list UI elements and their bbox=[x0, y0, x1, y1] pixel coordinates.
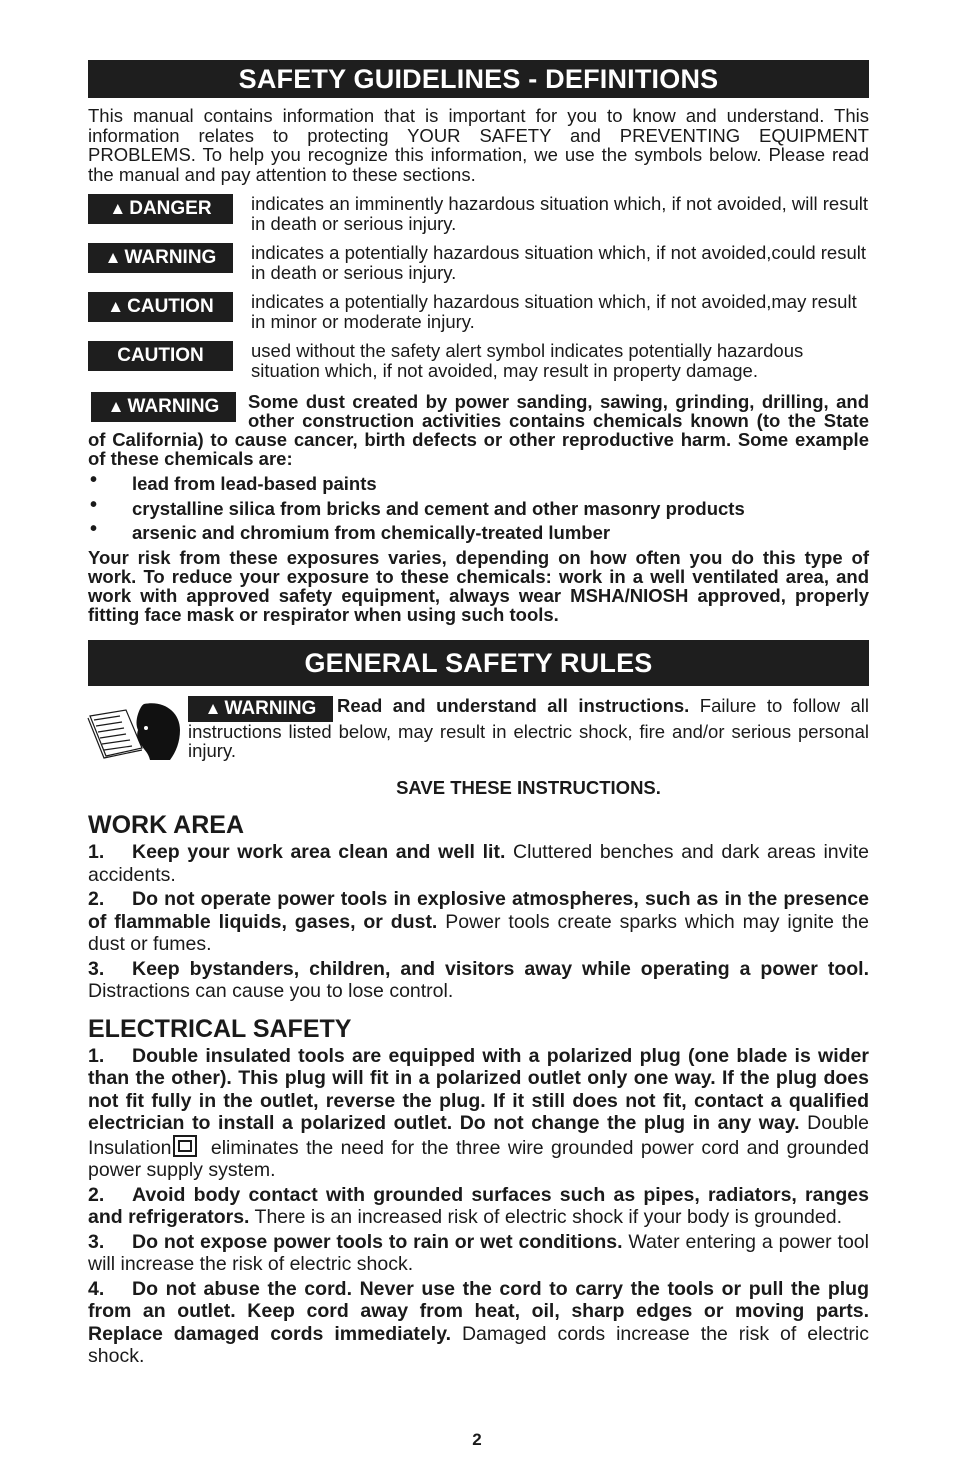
rule-number: 1. bbox=[88, 841, 105, 864]
badge-label: CAUTION bbox=[127, 296, 214, 317]
rule-number: 2. bbox=[88, 1183, 105, 1206]
manual-page bbox=[88, 60, 869, 1370]
read-instructions-text bbox=[188, 696, 869, 760]
definition-danger bbox=[88, 194, 869, 233]
rule-number: 3. bbox=[88, 1230, 105, 1253]
read-instructions-body: Failure to follow all instructions listed below, may result in electric shock, fire and/or serious personal injury. bbox=[188, 695, 869, 762]
list-item: • lead from lead-based paints bbox=[88, 472, 869, 497]
read-manual-icon bbox=[86, 702, 182, 762]
safety-guidelines-banner: SAFETY GUIDELINES - DEFINITIONS bbox=[88, 60, 869, 98]
rule-text: Water entering a power tool will increase the risk of electric shock. bbox=[88, 1230, 869, 1276]
list-item: • arsenic and chromium from chemically-treated lumber bbox=[88, 521, 869, 546]
dust-warning bbox=[88, 392, 869, 468]
read-instructions-warning bbox=[88, 696, 869, 776]
rule-number: 3. bbox=[88, 957, 105, 980]
rule-bold: Do not abuse the cord. Never use the cord to carry the tools or pull the plug from an outlet. Keep cord away from heat, oil, sharp edges or moving parts. Replace damaged cords immediately. bbox=[88, 1277, 869, 1345]
risk-paragraph: Your risk from these exposures varies, depending on how often you do this type of work. To reduce your exposure to these chemicals: work in a well ventilated area, and work with approved safety equipment, always wear MSHA/NIOSH approved, properly fitting face mask or respirator when using such tools. bbox=[88, 546, 869, 626]
rule-text: Distractions can cause you to lose control. bbox=[88, 980, 454, 1003]
rule-bold: Double insulated tools are equipped with a polarized plug (one blade is wider than the other). This plug will fit in a polarized outlet only one way. If the plug does not fit fully in the outlet, reverse the plug. If it still does not fit, contact a qualified electrician to install a polarized outlet. Do not change the plug in any way. bbox=[88, 1044, 869, 1135]
danger-badge bbox=[88, 194, 233, 224]
warning-badge bbox=[88, 243, 233, 273]
badge-label: WARNING bbox=[124, 247, 217, 268]
definition-text: indicates a potentially hazardous situation which, if not avoided,may result in minor or moderate injury. bbox=[251, 291, 857, 332]
rule-number: 4. bbox=[88, 1277, 105, 1300]
rule-bold: Avoid body contact with grounded surfaces such as pipes, radiators, ranges and refrigerators. bbox=[88, 1183, 869, 1229]
read-instructions-bold: Read and understand all instructions. bbox=[337, 695, 690, 717]
rule-bold: Keep your work area clean and well lit. bbox=[132, 841, 506, 864]
rule-bold: Do not expose power tools to rain or wet conditions. bbox=[132, 1230, 623, 1253]
caution-badge bbox=[88, 292, 233, 322]
badge-label: WARNING bbox=[127, 396, 220, 417]
alert-triangle-icon: ▲ bbox=[107, 397, 125, 416]
alert-triangle-icon: ▲ bbox=[109, 199, 127, 218]
badge-label: WARNING bbox=[224, 698, 317, 720]
definition-caution-alert bbox=[88, 292, 869, 331]
rule-text: Cluttered benches and dark areas invite accidents. bbox=[88, 841, 869, 886]
electrical-rule-2 bbox=[88, 1184, 869, 1229]
chemical-list bbox=[88, 472, 869, 546]
warning-badge bbox=[188, 696, 333, 722]
page-number: 2 bbox=[472, 1430, 482, 1449]
work-area-heading: WORK AREA bbox=[88, 811, 245, 840]
list-item: • crystalline silica from bricks and cement and other masonry products bbox=[88, 497, 869, 522]
general-safety-banner: GENERAL SAFETY RULES bbox=[88, 640, 869, 686]
double-insulation-icon bbox=[173, 1135, 197, 1157]
rule-text: Double Insulation bbox=[88, 1112, 869, 1159]
definition-caution-plain bbox=[88, 341, 869, 380]
electrical-safety-heading: ELECTRICAL SAFETY bbox=[88, 1014, 352, 1043]
definition-warning bbox=[88, 243, 869, 282]
rule-number: 2. bbox=[88, 888, 105, 911]
electrical-rule-3 bbox=[88, 1231, 869, 1276]
rule-number: 1. bbox=[88, 1044, 105, 1067]
rule-text: Power tools create sparks which may ignite the dust or fumes. bbox=[88, 910, 869, 956]
rule-bold: Keep bystanders, children, and visitors away while operating a power tool. bbox=[132, 957, 869, 980]
definition-text: indicates an imminently hazardous situation which, if not avoided, will result in death or serious injury. bbox=[251, 193, 868, 234]
caution-badge-plain bbox=[88, 341, 233, 371]
definition-text: used without the safety alert symbol indicates potentially hazardous situation which, if not avoided, may result in property damage. bbox=[251, 340, 804, 381]
badge-label: DANGER bbox=[129, 198, 212, 219]
badge-label: CAUTION bbox=[117, 345, 204, 366]
electrical-rule-1 bbox=[88, 1045, 869, 1182]
definition-text: indicates a potentially hazardous situation which, if not avoided,could result in death or serious injury. bbox=[251, 242, 866, 283]
rule-text: Damaged cords increase the risk of electric shock. bbox=[88, 1322, 869, 1368]
electrical-rule-4 bbox=[88, 1278, 869, 1368]
intro-paragraph: This manual contains information that is important for you to know and understand. This information relates to protecting YOUR SAFETY and PREVENTING EQUIPMENT PROBLEMS. To help you recognize this information, we use the symbols below. Please read the manual and pay attention to these sections. bbox=[88, 105, 869, 185]
alert-triangle-icon: ▲ bbox=[204, 699, 222, 719]
save-instructions: SAVE THESE INSTRUCTIONS. bbox=[396, 777, 661, 799]
alert-triangle-icon: ▲ bbox=[107, 297, 125, 316]
work-area-rule-1 bbox=[88, 841, 869, 886]
dust-warning-text: Some dust created by power sanding, sawing, grinding, drilling, and other construction activities contains chemicals known (to the State of California) to cause cancer, birth defects or other reproductive harm. Some example of these chemicals are: bbox=[88, 391, 869, 469]
work-area-rule-3 bbox=[88, 958, 869, 1003]
rule-bold: Do not operate power tools in explosive atmospheres, such as in the presence of flammable liquids, gases, or dust. bbox=[88, 888, 869, 933]
alert-triangle-icon: ▲ bbox=[104, 248, 122, 267]
rule-text: eliminates the need for the three wire grounded power cord and grounded power supply system. bbox=[88, 1136, 869, 1182]
rule-text: There is an increased risk of electric shock if your body is grounded. bbox=[249, 1206, 842, 1229]
work-area-rule-2 bbox=[88, 888, 869, 956]
warning-badge bbox=[91, 392, 236, 422]
